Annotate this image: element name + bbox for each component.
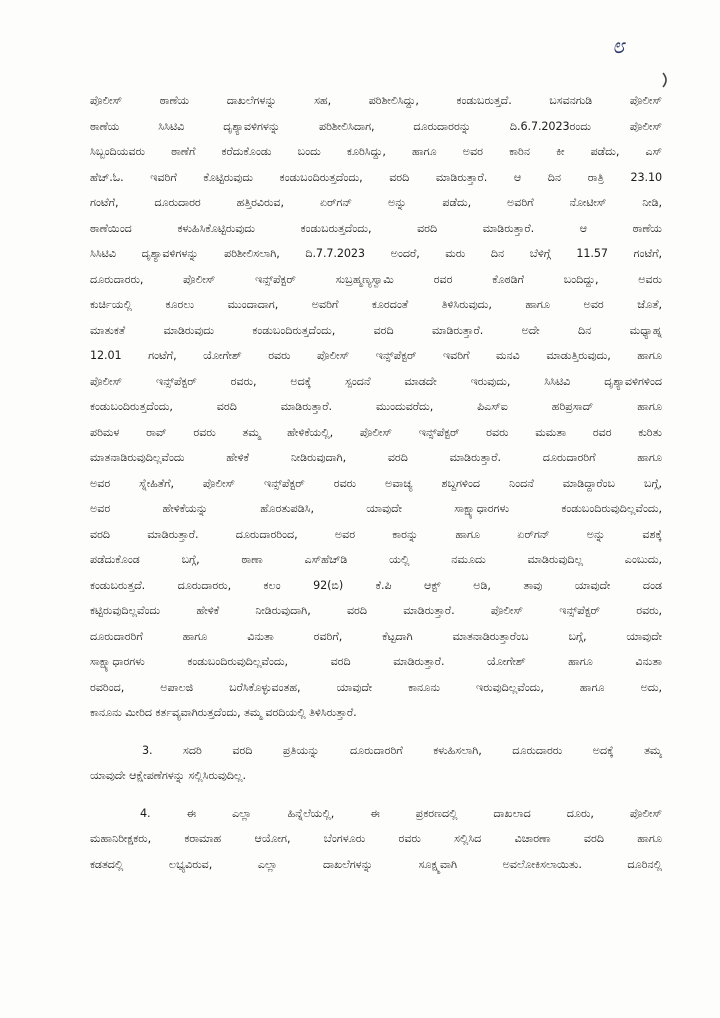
text-line: ಕಟ್ಟಿರುವುದಿಲ್ಲವೆಂದು ಹೇಳಿಕೆ ನೀಡಿರುವುದಾಗಿ, ವರದಿ ಮಾಡಿರುತ್ತಾರೆ. ಪೊಲೀಸ್ ಇನ್ಸ್‌ಪೆಕ್ಟರ್ ರವರು,	[90, 604, 662, 617]
text-line: ಪೊಲೀಸ್ ಇನ್ಸ್‌ಪೆಕ್ಟರ್ ರವರು, ಅದಕ್ಕೆ ಸ್ಪಂದನೆ ಮಾಡದೇ ಇರುವುದು, ಸಿಸಿಟಿವಿ ದೃಶ್ಯಾವಳಿಗಳಿಂದ	[90, 374, 662, 388]
text-line: ದೂರುದಾರರು, ಪೊಲೀಸ್ ಇನ್ಸ್‌ಪೆಕ್ಟರ್ ಸುಬ್ರಹ್ಮಣ್ಯಸ್ವಾಮಿ ರವರ ಕೊಠಡಿಗೆ ಬಂದಿದ್ದು, ಅವರು	[90, 272, 662, 286]
document-body	[90, 88, 662, 877]
text-line: ವರದಿ ಮಾಡಿರುತ್ತಾರೆ. ದೂರುದಾರರಿಂದ, ಅವರ ಕಾರನ್ನು ಹಾಗೂ ಏರ್‌ಗನ್ ಅನ್ನು ವಶಕ್ಕೆ	[90, 527, 662, 541]
text-line: 4. ಈ ಎಲ್ಲಾ ಹಿನ್ನೆಲೆಯಲ್ಲಿ, ಈ ಪ್ರಕರಣದಲ್ಲಿ ದಾಖಲಾದ ದೂರು, ಪೊಲೀಸ್	[140, 806, 662, 820]
text-line: ಕಡತದಲ್ಲಿ ಲಭ್ಯವಿರುವ, ಎಲ್ಲಾ ದಾಖಲೆಗಳನ್ನು ಸೂಕ್ಷ್ಮವಾಗಿ ಅವಲೋಕಿಸಲಾಯಿತು. ದೂರಿನಲ್ಲಿ	[90, 857, 662, 871]
text-line: ಠಾಣೆಯ ಸಿಸಿಟಿವಿ ದೃಶ್ಯಾವಳಿಗಳನ್ನು ಪರಿಶೀಲಿಸಿದಾಗ, ದೂರುದಾರರನ್ನು ದಿ.6.7.2023ರಂದು ಪೊಲೀಸ್	[90, 119, 662, 133]
text-line: ರವರಿಂದ, ಅಪಾಲಜಿ ಬರೆಸಿಕೊಳ್ಳುವಂತಹ, ಯಾವುದೇ ಕಾನೂನು ಇರುವುದಿಲ್ಲವೆಂದು, ಹಾಗೂ ಅದು,	[90, 680, 662, 694]
text-line: ಮಹಾನಿರೀಕ್ಷಕರು, ಕರಾಮಾಹ ಆಯೋಗ, ಬೆಂಗಳೂರು ರವರು ಸಲ್ಲಿಸಿದ ವಿಚಾರಣಾ ವರದಿ ಹಾಗೂ	[90, 832, 662, 845]
text-line: ಮಾತನಾಡಿರುವುದಿಲ್ಲವೆಂದು ಹೇಳಿಕೆ ನೀಡಿರುವುದಾಗಿ, ವರದಿ ಮಾಡಿರುತ್ತಾರೆ. ದೂರುದಾರರಿಗೆ ಹಾಗೂ	[90, 451, 662, 464]
page-number: ೮	[612, 34, 625, 59]
text-line: ಸಿಸಿಟಿವಿ ದೃಶ್ಯಾವಳಿಗಳನ್ನು ಪರಿಶೀಲಿಸಲಾಗಿ, ದಿ.7.7.2023 ಅಂದರೆ, ಮರು ದಿನ ಬೆಳಿಗ್ಗೆ 11.57 ಗಂಟೆಗೆ,	[90, 247, 662, 260]
text-line: ಯಾವುದೇ ಆಕ್ಷೇಪಣೆಗಳನ್ನು ಸಲ್ಲಿಸಿರುವುದಿಲ್ಲ.	[90, 769, 246, 782]
text-line: 12.01 ಗಂಟೆಗೆ, ಯೋಗೇಶ್ ರವರು ಪೊಲೀಸ್ ಇನ್ಸ್‌ಪೆಕ್ಟರ್ ಇವರಿಗೆ ಮನವಿ ಮಾಡುತ್ತಿರುವುದು, ಹಾಗೂ	[90, 349, 662, 362]
scan-mark	[660, 70, 672, 90]
paragraph-main	[90, 88, 662, 726]
text-line: ಕಾನೂನು ಮೀರಿದ ಕರ್ತವ್ಯವಾಗಿರುತ್ತದೆಂದು, ತಮ್ಮ ವರದಿಯಲ್ಲಿ ತಿಳಿಸಿರುತ್ತಾರೆ.	[90, 706, 357, 719]
text-line: ದೂರುದಾರರಿಗೆ ಹಾಗೂ ವಿನುತಾ ರವರಿಗೆ, ಕೆಟ್ಟದಾಗಿ ಮಾತನಾಡಿರುತ್ತಾರೆಂಬ ಬಗ್ಗೆ, ಯಾವುದೇ	[90, 629, 662, 643]
text-line: ಹೆಚ್.ಓ. ಇವರಿಗೆ ಕೊಟ್ಟಿರುವುದು ಕಂಡುಬಂದಿರುತ್ತದೆಂದು, ವರದಿ ಮಾಡಿರುತ್ತಾರೆ. ಆ ದಿನ ರಾತ್ರಿ 23.10	[90, 170, 662, 184]
text-line: ಪೊಲೀಸ್ ಠಾಣೆಯ ದಾಖಲೆಗಳನ್ನು ಸಹ, ಪರಿಶೀಲಿಸಿದ್ದು, ಕಂಡುಬರುತ್ತದೆ. ಬಸವನಗುಡಿ ಪೊಲೀಸ್	[90, 94, 662, 107]
text-line: ಸಾಕ್ಷ್ಯಾಧಾರಗಳು ಕಂಡುಬಂದಿರುವುದಿಲ್ಲವೆಂದು, ವರದಿ ಮಾಡಿರುತ್ತಾರೆ. ಯೋಗೇಶ್ ಹಾಗೂ ವಿನುತಾ	[90, 655, 662, 668]
text-line: ಸಿಬ್ಬಂದಿಯವರು ಠಾಣೆಗೆ ಕರೆದುಕೊಂಡು ಬಂದು ಕೂರಿಸಿದ್ದು, ಹಾಗೂ ಅವರ ಕಾರಿನ ಕೀ ಪಡೆದು, ಎಸ್	[90, 145, 662, 158]
paragraph-3	[90, 738, 662, 789]
paragraph-4	[90, 801, 662, 878]
paragraph-gap	[90, 726, 662, 738]
text-line: ಕುರ್ಚಿಯಲ್ಲಿ ಕೂರಲು ಮುಂದಾದಾಗ, ಅವರಿಗೆ ಕೂರದಂತೆ ತಿಳಿಸಿರುವುದು, ಹಾಗೂ ಅವರ ಜೊತೆ,	[90, 298, 662, 311]
text-line: 3. ಸದರಿ ವರದಿ ಪ್ರತಿಯನ್ನು ದೂರುದಾರರಿಗೆ ಕಳುಹಿಸಲಾಗಿ, ದೂರುದಾರರು ಅದಕ್ಕೆ ತಮ್ಮ	[142, 743, 662, 757]
text-line: ಪಡೆದುಕೊಂಡ ಬಗ್ಗೆ, ಠಾಣಾ ಎಸ್‌ಹೆಚ್‌ಡಿ ಯಲ್ಲಿ ನಮೂದು ಮಾಡಿರುವುದಿಲ್ಲ ಎಂಬುದು,	[90, 553, 662, 566]
text-line: ಕಂಡುಬರುತ್ತದೆ. ದೂರುದಾರರು, ಕಲಂ 92(ಬಿ) ಕೆ.ಪಿ ಆಕ್ಟ್ ಅಡಿ, ತಾವು ಯಾವುದೇ ದಂಡ	[90, 578, 662, 592]
text-line: ಗಂಟೆಗೆ, ದೂರುದಾರರ ಹತ್ತಿರವಿರುವ, ಏರ್‌ಗನ್ ಅನ್ನು ಪಡೆದು, ಅವರಿಗೆ ನೋಟೀಸ್ ನೀಡಿ,	[90, 196, 662, 209]
text-line: ಠಾಣೆಯಿಂದ ಕಳುಹಿಸಿಕೊಟ್ಟಿರುವುದು ಕಂಡುಬರುತ್ತದೆಂದು, ವರದಿ ಮಾಡಿರುತ್ತಾರೆ. ಆ ಠಾಣೆಯ	[90, 221, 662, 235]
paragraph-gap	[90, 789, 662, 801]
text-line: ಮಾತುಕತೆ ಮಾಡಿರುವುದು ಕಂಡುಬಂದಿರುತ್ತದೆಂದು, ವರದಿ ಮಾಡಿರುತ್ತಾರೆ. ಅದೇ ದಿನ ಮಧ್ಯಾಹ್ನ	[90, 323, 662, 337]
text-line: ಕಂಡುಬಂದಿರುತ್ತದೆಂದು, ವರದಿ ಮಾಡಿರುತ್ತಾರೆ. ಮುಂದುವರೆದು, ಪಿಎಸ್‌ಐ ಹರಿಪ್ರಸಾದ್ ಹಾಗೂ	[90, 400, 662, 413]
text-line: ಪರಿಮಳ ರಾವ್ ರವರು ತಮ್ಮ ಹೇಳಿಕೆಯಲ್ಲಿ, ಪೊಲೀಸ್ ಇನ್ಸ್‌ಪೆಕ್ಟರ್ ರವರು ಮಮತಾ ರವರ ಕುರಿತು	[90, 425, 662, 439]
text-line: ಅವರ ಸ್ನೇಹಿತೆಗೆ, ಪೊಲೀಸ್ ಇನ್ಸ್‌ಪೆಕ್ಟರ್ ರವರು ಅವಾಚ್ಯ ಶಬ್ದಗಳಿಂದ ನಿಂದನೆ ಮಾಡಿದ್ದಾರೆಂಬ ಬಗ್ಗೆ,	[90, 476, 662, 490]
text-line: ಅವರ ಹೇಳಿಕೆಯನ್ನು ಹೊರತುಪಡಿಸಿ, ಯಾವುದೇ ಸಾಕ್ಷ್ಯಾಧಾರಗಳು ಕಂಡುಬಂದಿರುವುದಿಲ್ಲವೆಂದು,	[90, 502, 662, 515]
